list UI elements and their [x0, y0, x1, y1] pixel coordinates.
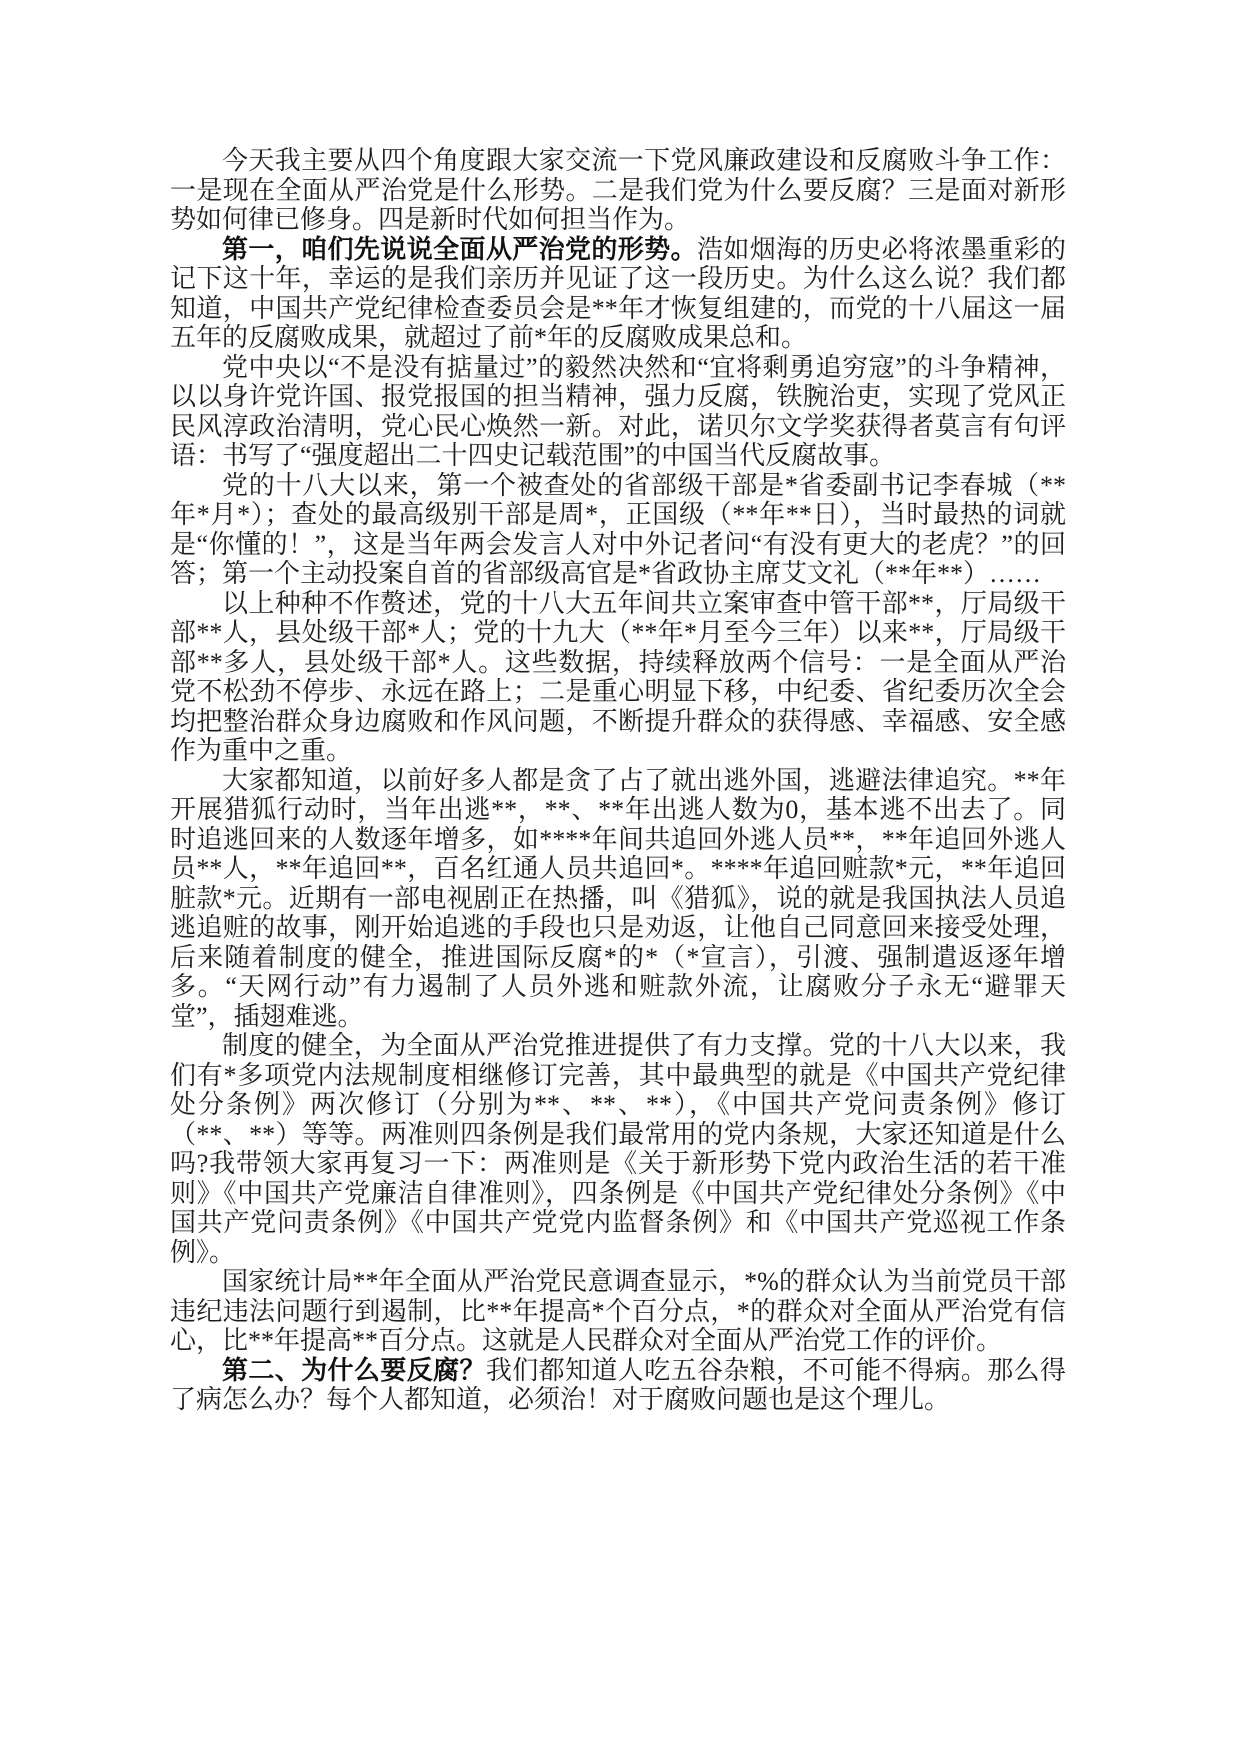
- paragraph-case-statistics: [170, 589, 1066, 766]
- section1-heading-bold: 第一，咱们先说说全面从严治党的形势。: [222, 234, 697, 264]
- paragraph-intro-text: 今天我主要从四个角度跟大家交流一下党风廉政建设和反腐败斗争工作：一是现在全面从严治党是什么形势。二是我们党为什么要反腐？三是面对新形势如何律已修身。四是新时代如何担当作为。: [170, 146, 1066, 234]
- paragraph-survey-text: 国家统计局**年全面从严治党民意调查显示，*%的群众认为当前党员干部违纪违法问题行到遏制，比**年提高*个百分点，*的群众对全面从严治党有信心，比**年提高**百分点。这就是人民群众对全面从严治党工作的评价。: [170, 1267, 1066, 1355]
- paragraph-fox-hunt-text: 大家都知道，以前好多人都是贪了占了就出逃外国，逃避法律追究。**年开展猎狐行动时，当年出逃**，**、**年出逃人数为0，基本逃不出去了。同时追逃回来的人数逐年增多，如****年间共追回外逃人员**，**年追回外逃人员**人，**年追回**，百名红通人员共追回*。****年追回赃款*元，**年追回脏款*元。近期有一部电视剧正在热播，叫《猎狐》，说的就是我国执法人员追逃追赃的故事，刚开始追逃的手段也只是劝返，让他自己同意回来接受处理，后来随着制度的健全，推进国际反腐*的*（*宣言），引渡、强制遣返逐年增多。“天网行动”有力遏制了人员外逃和赃款外流，让腐败分子永无“避罪天堂”，插翅难逃。: [170, 765, 1066, 1031]
- section1-heading-text: 浩如烟海的历史必将浓墨重彩的记下这十年，幸运的是我们亲历并见证了这一段历史。为什么这么说？我们都知道，中国共产党纪律检查委员会是**年才恢复组建的，而党的十八届这一届五年的反腐败成果，就超过了前*年的反腐败成果总和。: [170, 234, 1066, 352]
- document-text-block: [170, 146, 1066, 1415]
- paragraph-intro: [170, 146, 1066, 235]
- section2-heading-bold: 第二、为什么要反腐？: [222, 1355, 486, 1385]
- paragraph-first-cases-text: 党的十八大以来，第一个被查处的省部级干部是*省委副书记李春城（**年*月*）；查处的最高级别干部是周*，正国级（**年**日），当时最热的词就是“你懂的！”，这是当年两会发言人对中外记者问“有没有更大的老虎？”的回答；第一个主动投案自首的省部级高官是*省政协主席艾文礼（**年**）……: [170, 470, 1066, 588]
- paragraph-regulations: [170, 1031, 1066, 1267]
- paragraph-case-statistics-text: 以上种种不作赘述，党的十八大五年间共立案审查中管干部**，厅局级干部**人，县处级干部*人；党的十九大（**年*月至今三年）以来**，厅局级干部**多人，县处级干部*人。这些数据，持续释放两个信号：一是全面从严治党不松劲不停步、永远在路上；二是重心明显下移，中纪委、省纪委历次全会均把整治群众身边腐败和作风问题，不断提升群众的获得感、幸福感、安全感作为重中之重。: [170, 588, 1066, 765]
- paragraph-first-cases: [170, 471, 1066, 589]
- paragraph-section1-heading: [170, 235, 1066, 353]
- paragraph-fox-hunt: [170, 766, 1066, 1032]
- paragraph-central-committee-text: 党中央以“不是没有掂量过”的毅然决然和“宜将剩勇追穷寇”的斗争精神，以以身许党许国、报党报国的担当精神，强力反腐，铁腕治吏，实现了党风正民风淳政治清明，党心民心焕然一新。对此，诺贝尔文学奖获得者莫言有句评语：书写了“强度超出二十四史记载范围”的中国当代反腐故事。: [170, 352, 1066, 470]
- paragraph-regulations-text: 制度的健全，为全面从严治党推进提供了有力支撑。党的十八大以来，我们有*多项党内法规制度相继修订完善，其中最典型的就是《中国共产党纪律处分条例》两次修订（分别为**、**、**），《中国共产党问责条例》修订（**、**）等等。两准则四条例是我们最常用的党内条规，大家还知道是什么吗?我带领大家再复习一下：两准则是《关于新形势下党内政治生活的若干准则》《中国共产党廉洁自律准则》，四条例是《中国共产党纪律处分条例》《中国共产党问责条例》《中国共产党党内监督条例》和《中国共产党巡视工作条例》。: [170, 1031, 1066, 1267]
- paragraph-survey: [170, 1267, 1066, 1356]
- paragraph-central-committee: [170, 353, 1066, 471]
- section2-heading-text: 我们都知道人吃五谷杂粮，不可能不得病。那么得了病怎么办？每个人都知道，必须治！对于腐败问题也是这个理儿。: [170, 1355, 1066, 1414]
- paragraph-section2-heading: [170, 1356, 1066, 1415]
